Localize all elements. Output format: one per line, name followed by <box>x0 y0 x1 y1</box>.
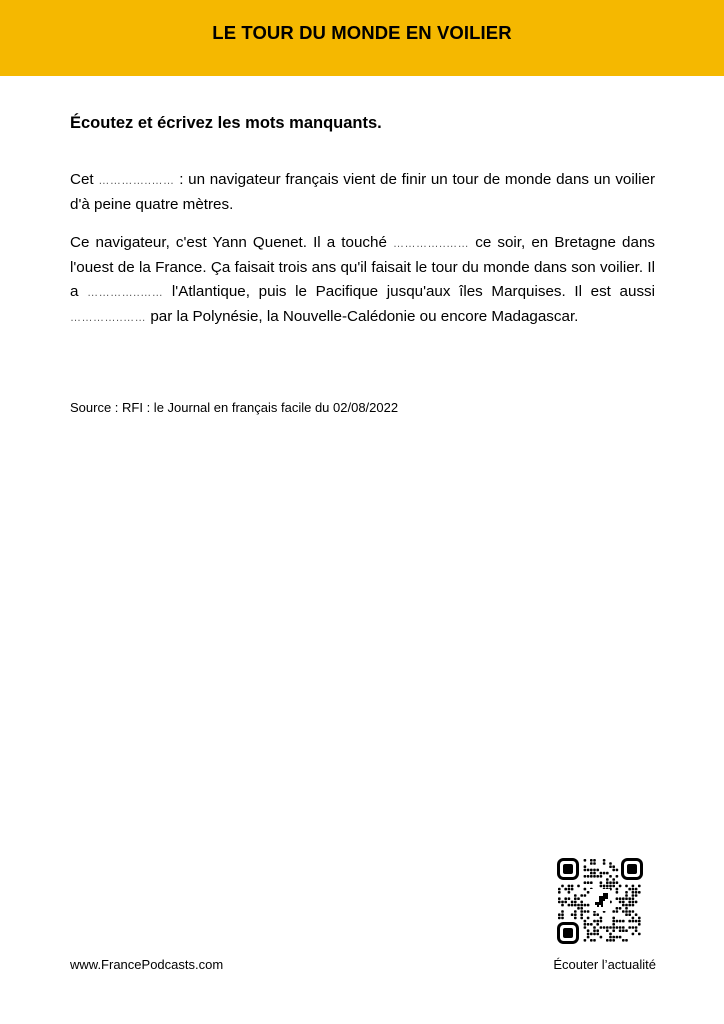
header-banner <box>0 0 724 76</box>
source-citation: Source : RFI : le Journal en français facile du 02/08/2022 <box>70 400 399 415</box>
blank-field[interactable]: …………..…… <box>70 311 147 324</box>
paragraph-2 <box>70 231 655 330</box>
blank-field[interactable]: …………..…… <box>393 238 470 250</box>
text-segment: Cet <box>70 171 99 188</box>
website-link[interactable]: www.FrancePodcasts.com <box>70 957 224 972</box>
text-segment: l'Atlantique, puis le Pacifique jusqu'aux îles Marquises. Il est aussi <box>163 282 656 300</box>
text-segment: : un navigateur français vient de finir un tour de monde dans un voilier d'à peine quatre mètres. <box>70 171 656 214</box>
page-title: LE TOUR DU MONDE EN VOILIER <box>212 22 512 43</box>
paragraph-1 <box>70 168 655 217</box>
text-segment: Ce navigateur, c'est Yann Quenet. Il a touché <box>70 234 394 251</box>
blank-field[interactable]: …………..…… <box>98 175 175 187</box>
qr-caption: Écouter l’actualité <box>553 957 656 972</box>
text-segment: par la Polynésie, la Nouvelle-Calédonie ou encore Madagascar. <box>146 307 579 325</box>
blank-field[interactable]: …………..…… <box>87 286 164 299</box>
exercise-instruction: Écoutez et écrivez les mots manquants. <box>70 114 382 132</box>
text-segment: ce soir, en Bretagne dans l'ouest de la France. Ça faisait trois ans qu'il faisait le tour du monde dans son voilier. Il a <box>70 234 655 300</box>
dinosaur-icon <box>590 889 610 911</box>
qr-code-icon[interactable] <box>555 856 645 946</box>
